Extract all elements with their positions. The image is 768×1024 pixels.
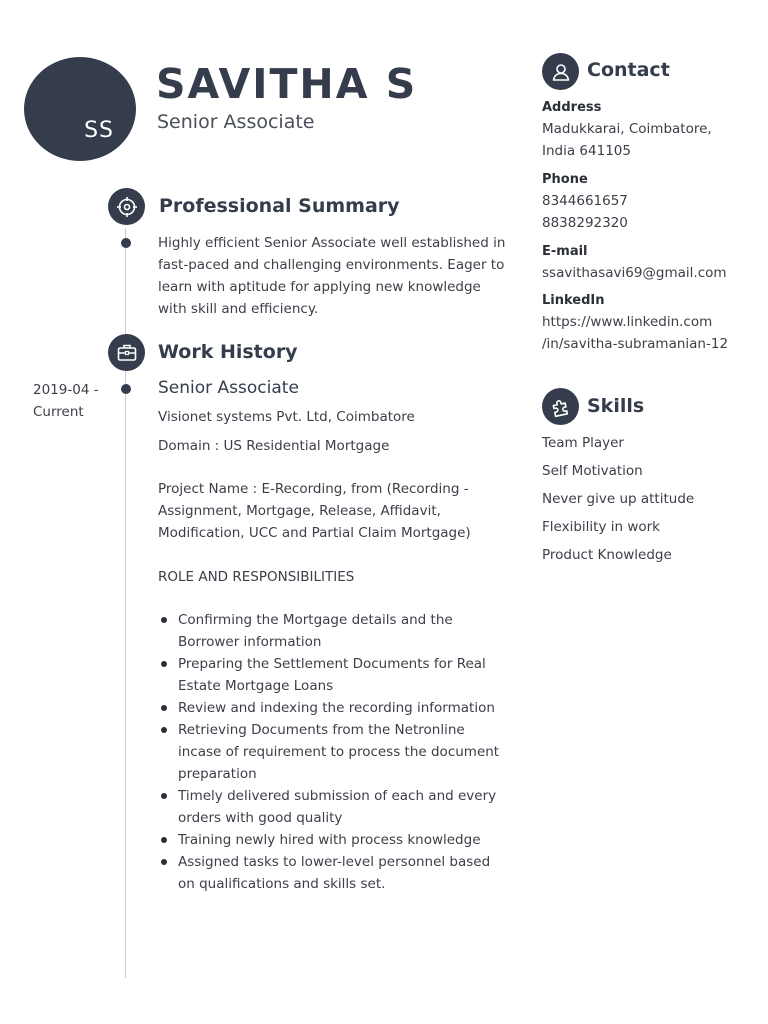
summary-text: Highly efficient Senior Associate well established in fast-paced and challenging environments. Eager to learn with aptitude for applying new knowledge with skill and efficiency.	[158, 235, 506, 317]
summary-heading: Professional Summary	[159, 195, 400, 217]
list-item: Assigned tasks to lower-level personnel based on qualifications and skills set.	[158, 851, 510, 895]
job-company: Visionet systems Pvt. Ltd, Coimbatore	[158, 409, 415, 425]
job-date-end: Current	[33, 404, 84, 420]
job-date-start: 2019-04 -	[33, 382, 99, 398]
job-project: Project Name : E-Recording, from (Recording - Assignment, Mortgage, Release, Affidavit, Modification, UCC and Partial Claim Mortgage)	[158, 481, 471, 541]
phone-value-2: 8838292320	[542, 215, 628, 231]
timeline-dot	[121, 238, 131, 248]
work-heading: Work History	[158, 341, 298, 363]
candidate-name: SAVITHA S	[156, 60, 418, 108]
phone-label: Phone	[542, 172, 588, 187]
avatar-initials: SS	[84, 118, 114, 143]
briefcase-icon	[108, 334, 145, 371]
skill-item: Team Player	[542, 435, 624, 451]
list-item: Timely delivered submission of each and every orders with good quality	[158, 785, 510, 829]
job-title: Senior Associate	[158, 378, 299, 398]
person-icon	[542, 53, 579, 90]
email-label: E-mail	[542, 244, 588, 259]
target-icon	[108, 188, 145, 225]
responsibilities-list	[158, 609, 510, 895]
skills-heading: Skills	[587, 395, 645, 417]
skills-list	[542, 432, 694, 572]
puzzle-icon	[542, 388, 579, 425]
skill-item: Never give up attitude	[542, 491, 695, 507]
job-date	[33, 379, 103, 423]
job-domain: Domain : US Residential Mortgage	[158, 438, 390, 454]
list-item: Confirming the Mortgage details and the Borrower information	[158, 609, 510, 653]
avatar	[24, 57, 136, 161]
phone-value-1: 8344661657	[542, 193, 628, 209]
list-item: Preparing the Settlement Documents for Real Estate Mortgage Loans	[158, 653, 510, 697]
address-label: Address	[542, 100, 602, 115]
list-item: Review and indexing the recording information	[158, 697, 510, 719]
list-item: Retrieving Documents from the Netronline incase of requirement to process the document preparation	[158, 719, 510, 785]
email-value[interactable]: ssavithasavi69@gmail.com	[542, 265, 727, 281]
timeline-dot	[121, 384, 131, 394]
roles-heading: ROLE AND RESPONSIBILITIES	[158, 569, 355, 585]
address-value: Madukkarai, Coimbatore, India 641105	[542, 121, 712, 159]
candidate-title: Senior Associate	[157, 111, 315, 133]
list-item: Training newly hired with process knowledge	[158, 829, 510, 851]
linkedin-label: LinkedIn	[542, 293, 605, 308]
skill-item: Flexibility in work	[542, 519, 660, 535]
linkedin-link-2[interactable]: /in/savitha-subramanian-12	[542, 336, 729, 352]
skill-item: Product Knowledge	[542, 547, 672, 563]
linkedin-link-1[interactable]: https://www.linkedin.com	[542, 314, 713, 330]
contact-heading: Contact	[587, 59, 670, 81]
skill-item: Self Motivation	[542, 463, 643, 479]
